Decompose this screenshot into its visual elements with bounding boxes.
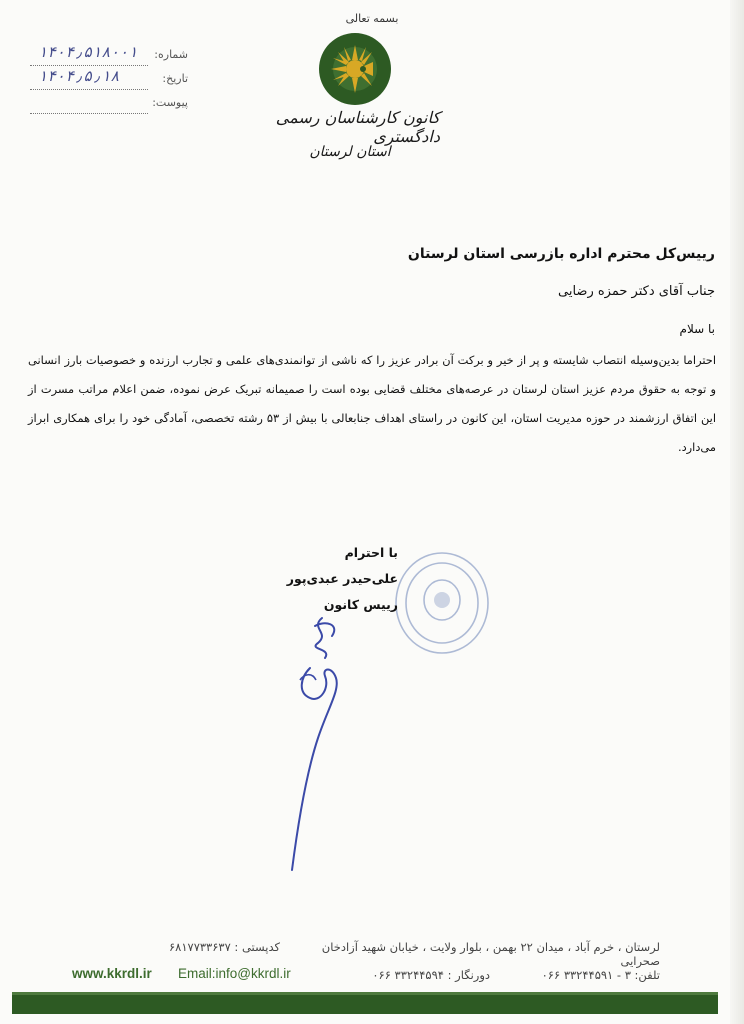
handwritten-signature-icon xyxy=(270,608,380,878)
bismillah-header: بسمه تعالی xyxy=(345,12,399,25)
salutation: با سلام xyxy=(679,322,715,336)
letter-number-row xyxy=(30,43,188,66)
letter-body: احتراما بدین‌وسیله انتصاب شایسته و پر از خیر و برکت آن برادر عزیز را که ناشی از توانمندی‌های علمی و تجارب ارزنده و خصوصیات بارز انسانی و توجه به حقوق مردم عزیز استان لرستان در عرصه‌های مختلف قضایی بوده است را صمیمانه تبریک عرض نموده، ضمن اعلام مراتب مسرت از این اتفاق ارزشمند در حوزه مدیریت استان، این کانون در راستای اهداف جنابعالی با بیش از ۵۳ رشته تخصصی، آمادگی خود را برای همکاری ابراز می‌دارد. xyxy=(28,353,716,454)
footer-address: لرستان ، خرم آباد ، میدان ۲۲ بهمن ، بلوار ولایت ، خیابان شهید آزادخان صحرایی xyxy=(321,940,660,968)
letter-date-value: ۱۴۰۴٫۵٫۱۸ xyxy=(38,67,120,85)
letter-number-label: شماره: xyxy=(154,48,188,61)
letter-attachment-row xyxy=(30,94,188,114)
org-name: کانون کارشناسان رسمی دادگستری xyxy=(275,108,440,146)
recipient-line: رییس‌کل محترم اداره بازرسی استان لرستان xyxy=(407,246,715,262)
closing-block xyxy=(250,540,398,618)
footer-email-link[interactable]: Email:info@kkrdl.ir xyxy=(178,966,291,981)
letter-number-line xyxy=(30,65,148,66)
footer-fax: دورنگار : ۳۳۲۴۴۵۹۴ ۰۶۶ xyxy=(372,968,490,982)
footer-phone: تلفن: ۳ - ۳۳۲۴۴۵۹۱ ۰۶۶ xyxy=(541,968,660,982)
footer-postcode: کدپستی : ۶۸۱۷۷۳۳۶۳۷ xyxy=(169,940,280,954)
letter-number-value: ۱۴۰۴٫۵۱۸۰۰۱ xyxy=(38,43,138,61)
signer-title: رییس کانون xyxy=(323,597,398,612)
footer-green-bar xyxy=(12,992,718,1014)
org-logo-icon xyxy=(318,32,392,106)
letter-date-label: تاریخ: xyxy=(162,72,188,85)
addressee-line: جناب آقای دکتر حمزه رضایی xyxy=(558,284,715,299)
letter-date-row xyxy=(30,67,188,90)
letter-attachment-label: پیوست: xyxy=(152,96,188,109)
footer-website-link[interactable]: www.kkrdl.ir xyxy=(72,966,152,981)
footer-green-bar-highlight xyxy=(12,992,718,995)
letter-date-line xyxy=(30,89,148,90)
official-stamp-icon xyxy=(392,548,492,658)
scan-edge-shadow xyxy=(730,0,744,1024)
letter-attachment-line xyxy=(30,113,148,114)
signer-name: علی‌حیدر عبدی‌پور xyxy=(286,571,398,586)
closing-regards: با احترام xyxy=(344,545,398,560)
org-province: استان لرستان xyxy=(309,144,391,160)
